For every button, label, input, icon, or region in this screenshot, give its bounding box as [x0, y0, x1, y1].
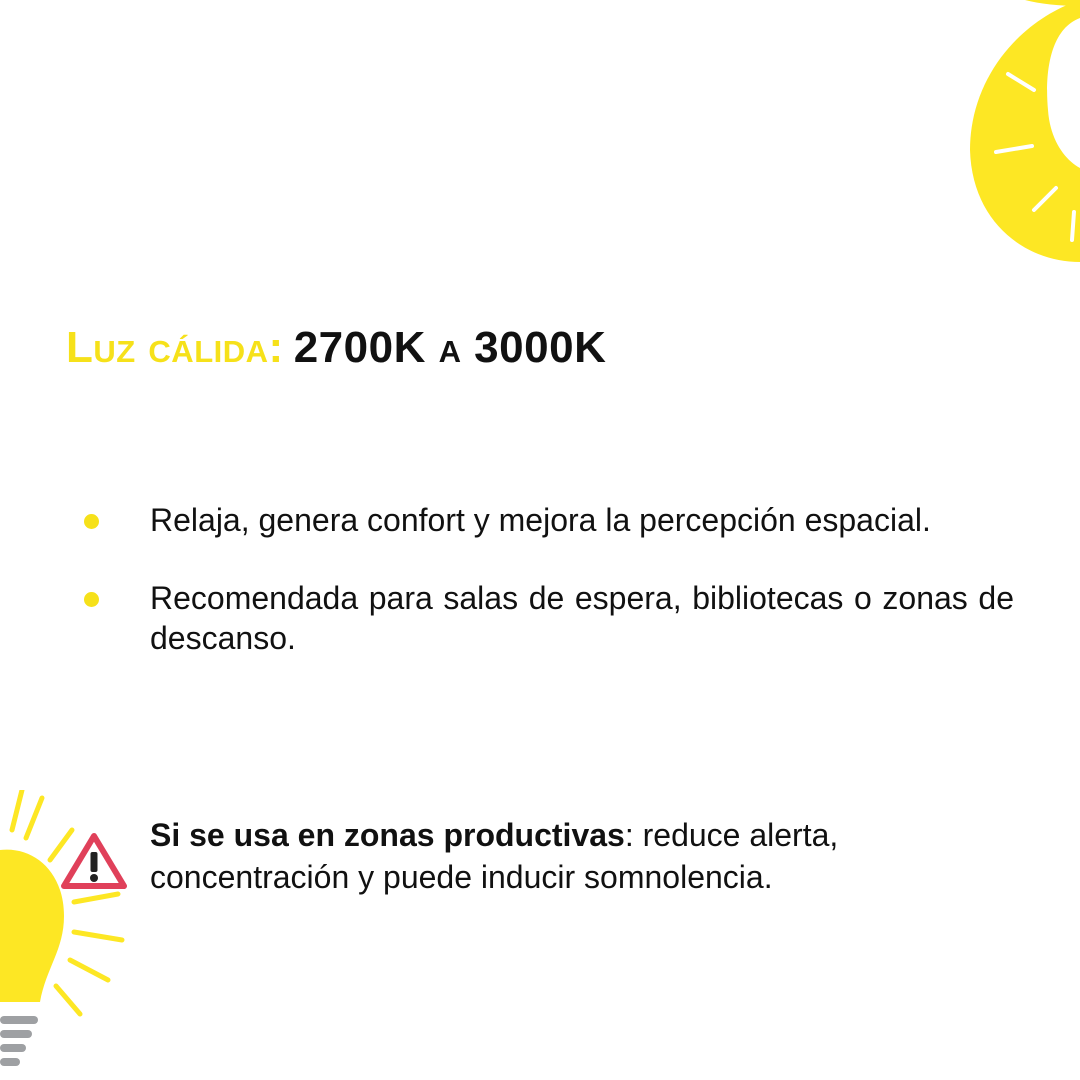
list-item	[84, 578, 1014, 658]
title-warm-label: Luz cálida:	[66, 323, 284, 372]
list-item	[84, 500, 1014, 540]
warning-triangle-icon	[60, 832, 128, 890]
warning-bold-text: Si se usa en zonas productivas	[150, 817, 625, 853]
light-bulb-icon	[930, 0, 1080, 265]
warning-note	[150, 814, 1016, 898]
feature-list	[84, 500, 1014, 696]
list-item-text: Relaja, genera confort y mejora la percepción espacial.	[150, 502, 931, 538]
list-item-text: Recomendada para salas de espera, bibliotecas o zonas de descanso.	[150, 580, 1014, 656]
bullet-dot-icon	[84, 514, 99, 529]
bullet-dot-icon	[84, 592, 99, 607]
title-range-label: 2700K a 3000K	[293, 323, 607, 372]
page-title	[66, 318, 606, 378]
warning-rest-text: : reduce alerta, concentración y puede inducir somnolencia.	[150, 817, 839, 895]
